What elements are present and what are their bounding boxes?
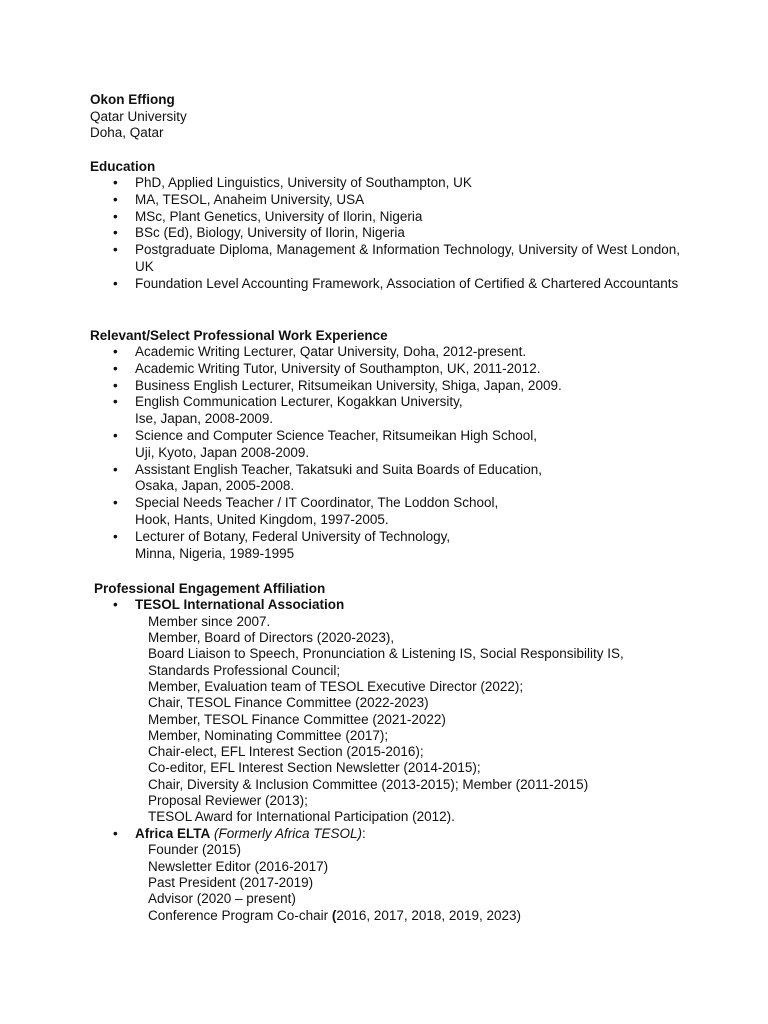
tesol-role: Member, Evaluation team of TESOL Executive Director (2022); <box>148 678 524 694</box>
tesol-role: Standards Professional Council; <box>148 662 341 678</box>
bullet-icon: • <box>113 191 118 207</box>
africa-elta-name: Africa ELTA <box>135 825 211 841</box>
education-item: • MA, TESOL, Anaheim University, USA <box>113 191 365 207</box>
bullet-icon: • <box>113 275 118 291</box>
experience-item: • Special Needs Teacher / IT Coordinator, The Loddon School, Hook, Hants, United Kingdom, 1997-2005. <box>113 495 499 527</box>
bullet-icon: • <box>113 360 118 376</box>
education-section <box>90 158 680 293</box>
education-item: • Postgraduate Diploma, Management & Information Technology, University of West London, UK <box>113 242 680 274</box>
experience-item: • Academic Writing Tutor, University of Southampton, UK, 2011-2012. <box>113 360 541 376</box>
affiliation-item-tesol <box>90 597 690 826</box>
tesol-role: Chair, Diversity & Inclusion Committee (2013-2015); Member (2011-2015) <box>148 776 589 792</box>
bullet-icon: • <box>113 377 118 393</box>
bullet-icon: • <box>113 242 118 258</box>
bullet-icon: • <box>113 495 118 511</box>
education-item: • Foundation Level Accounting Framework, Association of Certified & Chartered Accountants <box>113 275 679 291</box>
education-list <box>90 175 680 293</box>
tesol-role: Member, Board of Directors (2020-2023), <box>148 630 395 646</box>
experience-item: • Lecturer of Botany, Federal University of Technology, Minna, Nigeria, 1989-1995 <box>113 528 451 561</box>
education-item: • MSc, Plant Genetics, University of Ilorin, Nigeria <box>113 208 423 224</box>
education-item: • BSc (Ed), Biology, University of Ilorin, Nigeria <box>113 225 405 241</box>
tesol-role: Board Liaison to Speech, Pronunciation & Listening IS, Social Responsibility IS, <box>148 646 624 662</box>
cv-header <box>90 92 187 142</box>
affiliation-section <box>90 580 690 924</box>
person-name: Okon Effiong <box>90 92 175 107</box>
experience-list <box>90 344 680 562</box>
africa-elta-formerly: (Formerly Africa TESOL) <box>214 825 363 841</box>
bullet-icon: • <box>113 175 118 190</box>
bullet-icon: • <box>113 225 118 241</box>
tesol-name: TESOL International Association <box>135 597 345 612</box>
experience-item: • Academic Writing Lecturer, Qatar University, Doha, 2012-present. <box>113 344 527 359</box>
africa-elta-role: Founder (2015) <box>148 842 242 858</box>
tesol-role: TESOL Award for International Participation (2012). <box>148 809 455 825</box>
experience-heading: Relevant/Select Professional Work Experience <box>90 328 388 343</box>
experience-section <box>90 327 680 562</box>
affiliation-item-africa-elta <box>90 826 690 924</box>
experience-item: • Science and Computer Science Teacher, Ritsumeikan High School, Uji, Kyoto, Japan 2008-2009. <box>113 427 537 460</box>
bullet-icon: • <box>113 427 118 443</box>
tesol-role: Proposal Reviewer (2013); <box>148 793 308 809</box>
education-heading: Education <box>90 159 156 174</box>
experience-item: • English Communication Lecturer, Kogakkan University, Ise, Japan, 2008-2009. <box>113 394 463 427</box>
bullet-icon: • <box>113 528 118 544</box>
location: Doha, Qatar <box>90 125 164 140</box>
tesol-role: Chair-elect, EFL Interest Section (2015-2016); <box>148 744 424 760</box>
tesol-role: Member since 2007. <box>148 613 271 629</box>
tesol-role: Chair, TESOL Finance Committee (2022-2023) <box>148 695 429 711</box>
bullet-icon: • <box>113 208 118 224</box>
tesol-role: Member, Nominating Committee (2017); <box>148 727 389 743</box>
bullet-icon: • <box>113 461 118 477</box>
africa-elta-role: Advisor (2020 – present) <box>148 891 296 907</box>
bullet-icon: • <box>113 394 118 410</box>
affiliation-heading: Professional Engagement Affiliation <box>94 581 326 596</box>
bullet-icon: • <box>113 825 118 841</box>
institution: Qatar University <box>90 108 187 124</box>
tesol-role: Co-editor, EFL Interest Section Newsletter (2014-2015); <box>148 760 481 776</box>
affiliation-list <box>90 597 690 924</box>
bullet-icon: • <box>113 597 118 612</box>
education-item: • PhD, Applied Linguistics, University of Southampton, UK <box>113 175 472 190</box>
bullet-icon: • <box>113 344 118 359</box>
africa-elta-role: Newsletter Editor (2016-2017) <box>148 858 329 874</box>
experience-item: • Business English Lecturer, Ritsumeikan University, Shiga, Japan, 2009. <box>113 377 562 393</box>
experience-item: • Assistant English Teacher, Takatsuki and Suita Boards of Education, Osaka, Japan, 2005-2008. <box>113 461 542 494</box>
africa-elta-role: Past President (2017-2019) <box>148 875 314 891</box>
africa-elta-role-cochair: Conference Program Co-chair (2016, 2017, 2018, 2019, 2023) <box>148 907 521 923</box>
africa-elta-heading: Africa ELTA (Formerly Africa TESOL): <box>135 825 366 841</box>
tesol-role: Member, TESOL Finance Committee (2021-2022) <box>148 711 446 727</box>
